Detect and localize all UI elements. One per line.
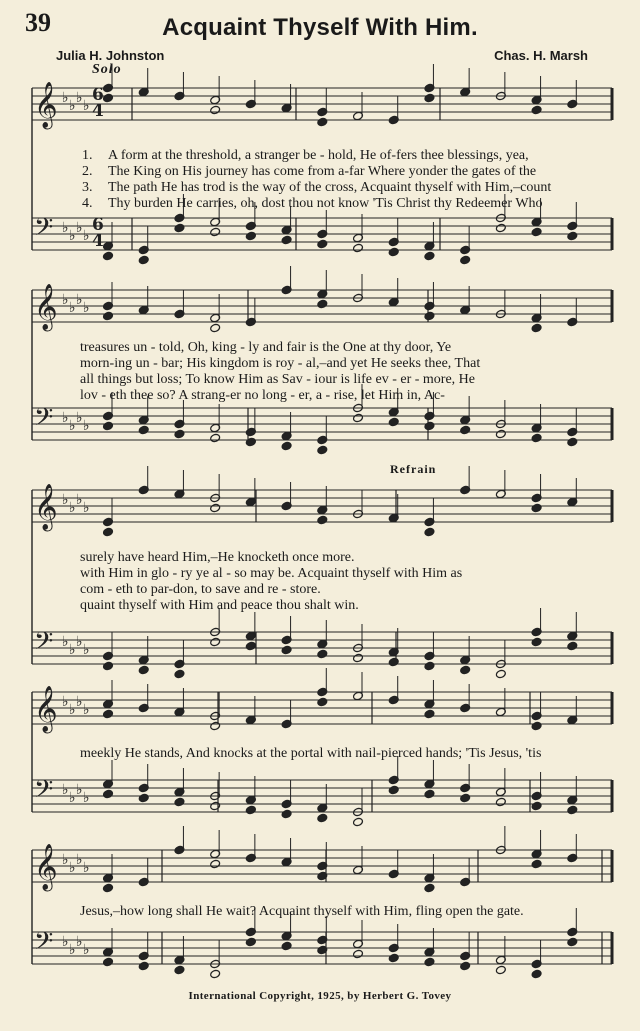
flat-sign-icon: ♭: [83, 418, 90, 434]
time-signature: 4: [92, 231, 104, 251]
bass-clef-icon: 𝄢: [34, 213, 54, 248]
treble-clef-icon: 𝄞: [34, 844, 58, 890]
lyric-line: Jesus,–how long shall He wait? Acquaint thyself with Him, fling open the gate.: [80, 904, 524, 919]
staff: [32, 266, 612, 333]
treble-clef-icon: 𝄞: [34, 484, 58, 530]
verse-line: 3. The path He has trod is the way of the cross, Acquaint thyself with Him,–count: [82, 180, 552, 195]
staff: [32, 608, 612, 679]
treble-clef-icon: 𝄞: [34, 686, 58, 732]
flat-sign-icon: ♭: [62, 410, 69, 426]
flat-sign-icon: ♭: [76, 634, 83, 650]
flat-sign-icon: ♭: [62, 852, 69, 868]
bass-clef-icon: 𝄢: [34, 775, 54, 810]
flat-sign-icon: ♭: [69, 228, 76, 244]
flat-sign-icon: ♭: [76, 90, 83, 106]
lyric-line: all things but loss; To know Him as Sav - iour is life ev - er - more, He: [80, 372, 475, 387]
flat-sign-icon: ♭: [83, 642, 90, 658]
bass-clef-icon: 𝄢: [34, 403, 54, 438]
treble-clef-icon: 𝄞: [34, 284, 58, 330]
time-signature: 6: [92, 85, 104, 105]
flat-sign-icon: ♭: [69, 300, 76, 316]
flat-sign-icon: ♭: [83, 790, 90, 806]
flat-sign-icon: ♭: [69, 642, 76, 658]
lyrics-system-2: [80, 340, 480, 404]
flat-sign-icon: ♭: [76, 292, 83, 308]
flat-sign-icon: ♭: [76, 694, 83, 710]
lyrics-system-5: [80, 904, 524, 920]
verse-line: 4. Thy burden He carries, oh, dost thou not know 'Tis Christ thy Redeemer Who: [82, 196, 543, 211]
copyright-footer: International Copyright, 1925, by Herbert G. Tovey: [188, 990, 452, 1002]
flat-sign-icon: ♭: [69, 860, 76, 876]
lyric-line: meekly He stands, And knocks at the portal with nail-pierced hands; 'Tis Jesus, 'tis: [80, 746, 542, 761]
flat-sign-icon: ♭: [69, 98, 76, 114]
verse-line: 2. The King on His journey has come from a-far Where yonder the gates of the: [82, 164, 537, 179]
lyric-line: surely have heard Him,–He knocketh once more.: [80, 550, 355, 565]
flat-sign-icon: ♭: [76, 852, 83, 868]
flat-sign-icon: ♭: [69, 790, 76, 806]
solo-marking: Solo: [92, 62, 122, 77]
lyric-line: treasures un - told, Oh, king - ly and fair is the One at thy door, Ye: [80, 340, 452, 355]
staff: [32, 826, 612, 893]
flat-sign-icon: ♭: [62, 292, 69, 308]
staff: [32, 756, 612, 827]
composer-credit: Chas. H. Marsh: [494, 48, 588, 63]
time-signature: 4: [92, 101, 104, 121]
flat-sign-icon: ♭: [83, 702, 90, 718]
flat-sign-icon: ♭: [76, 782, 83, 798]
lyric-line: com - eth to par-don, to save and re - store.: [80, 582, 321, 597]
flat-sign-icon: ♭: [83, 300, 90, 316]
flat-sign-icon: ♭: [69, 942, 76, 958]
flat-sign-icon: ♭: [62, 694, 69, 710]
lyric-line: with Him in glo - ry ye al - so may be. Acquaint thyself with Him as: [80, 566, 463, 581]
flat-sign-icon: ♭: [69, 702, 76, 718]
flat-sign-icon: ♭: [83, 942, 90, 958]
refrain-marking: Refrain: [390, 462, 437, 476]
staff: [32, 64, 612, 130]
verse-line: 1. A form at the threshold, a stranger be - hold, He of-fers thee blessings, yea,: [82, 148, 529, 163]
staff: [32, 668, 612, 734]
treble-clef-icon: 𝄞: [34, 82, 58, 128]
flat-sign-icon: ♭: [62, 634, 69, 650]
flat-sign-icon: ♭: [69, 418, 76, 434]
bass-clef-icon: 𝄢: [34, 927, 54, 962]
lyric-line: morn-ing un - bar; His kingdom is roy - al,–and yet He seeks thee, That: [80, 356, 481, 371]
flat-sign-icon: ♭: [62, 492, 69, 508]
lyrics-system-3: [80, 550, 462, 614]
flat-sign-icon: ♭: [62, 934, 69, 950]
lyric-line: lov - eth thee so? A strang-er no long - er, a - rise, let Him in, Ac-: [80, 388, 445, 403]
time-signature: 6: [92, 215, 104, 235]
verse-lyrics-block: [82, 148, 551, 212]
flat-sign-icon: ♭: [62, 90, 69, 106]
flat-sign-icon: ♭: [76, 220, 83, 236]
flat-sign-icon: ♭: [69, 500, 76, 516]
flat-sign-icon: ♭: [83, 860, 90, 876]
flat-sign-icon: ♭: [62, 782, 69, 798]
hymn-title: Acquaint Thyself With Him.: [162, 14, 478, 41]
lyric-line: quaint thyself with Him and peace thou shalt win.: [80, 598, 359, 613]
lyrics-system-4: [80, 746, 541, 762]
flat-sign-icon: ♭: [83, 500, 90, 516]
staff: [32, 466, 612, 537]
flat-sign-icon: ♭: [83, 98, 90, 114]
flat-sign-icon: ♭: [83, 228, 90, 244]
bass-clef-icon: 𝄢: [34, 627, 54, 662]
flat-sign-icon: ♭: [76, 410, 83, 426]
lyricist-credit: Julia H. Johnston: [56, 48, 165, 63]
flat-sign-icon: ♭: [76, 492, 83, 508]
flat-sign-icon: ♭: [62, 220, 69, 236]
page-number: 39: [25, 8, 51, 37]
flat-sign-icon: ♭: [76, 934, 83, 950]
